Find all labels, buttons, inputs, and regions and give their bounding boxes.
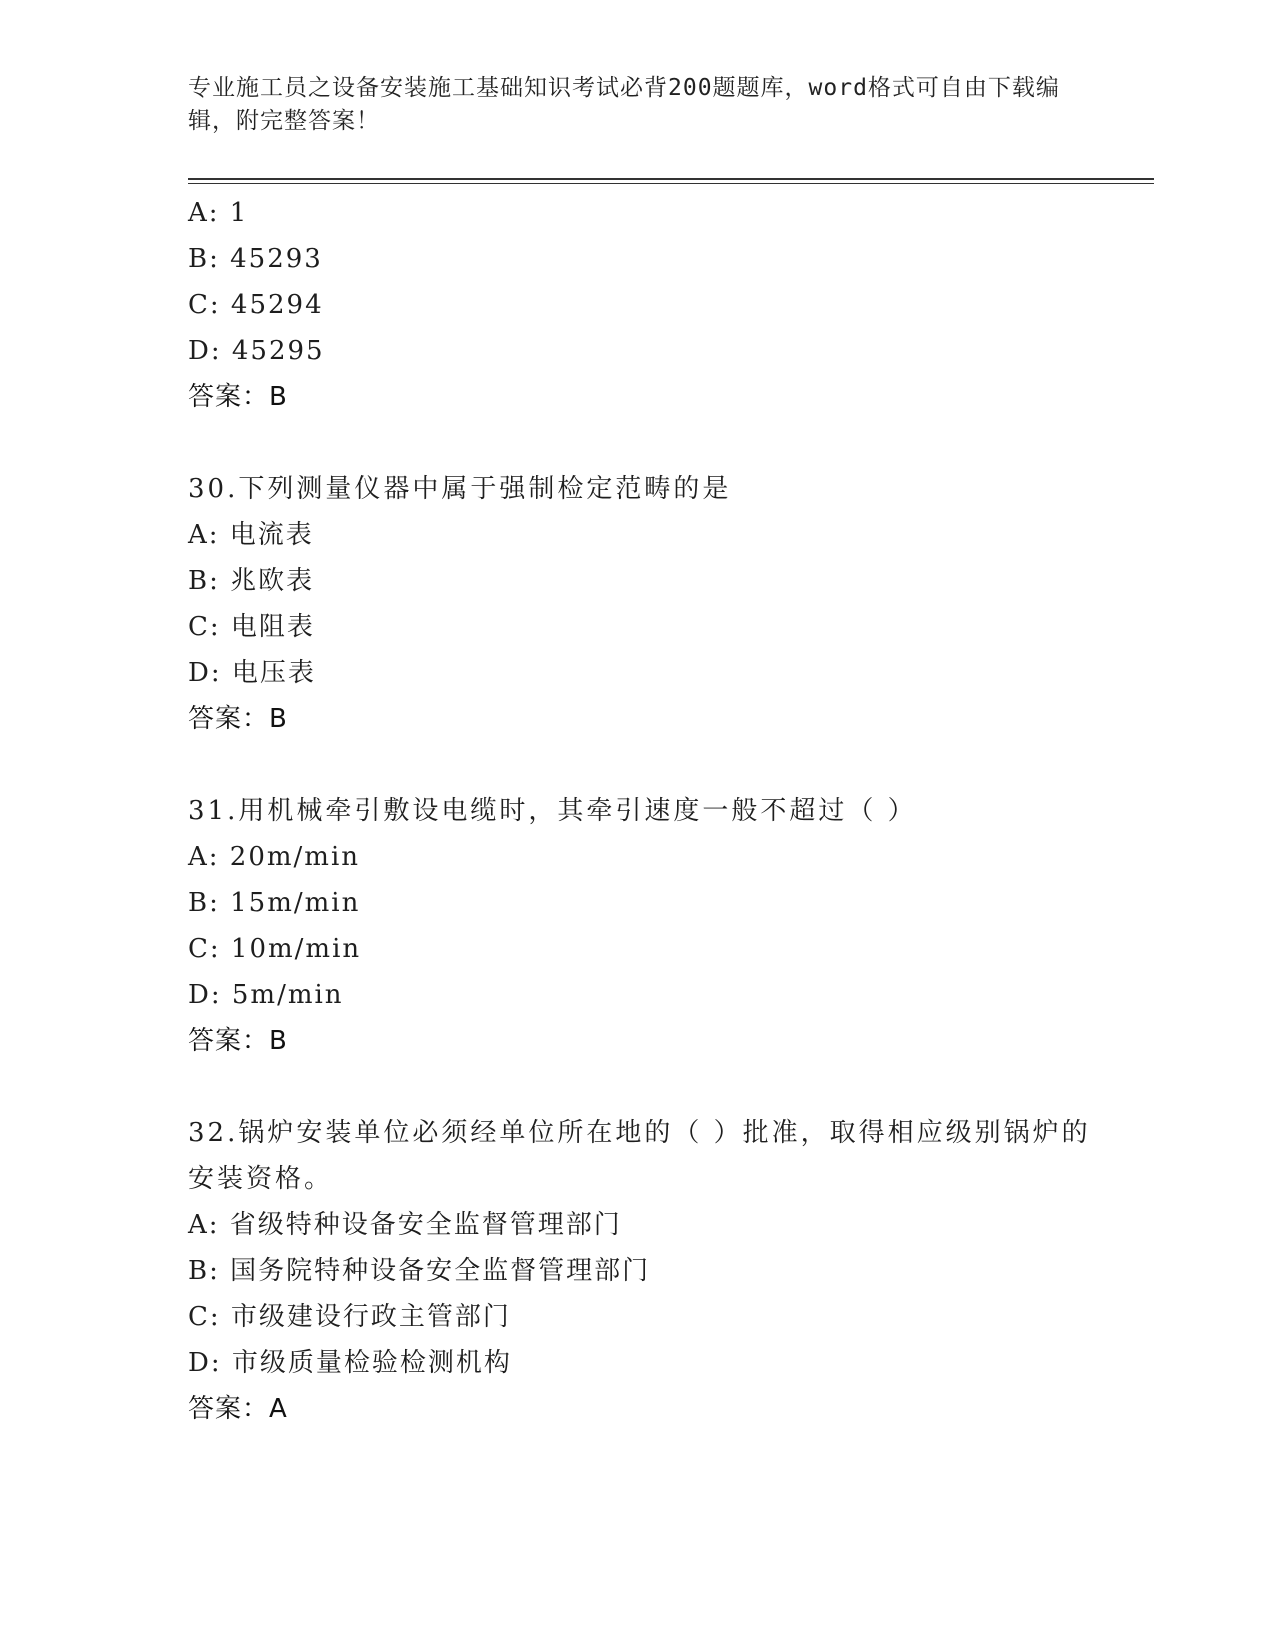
question-block <box>188 1110 1108 1432</box>
option-a: A: 20m/min <box>188 842 361 872</box>
option-a: A: 1 <box>188 198 249 228</box>
question-text: 32.锅炉安装单位必须经单位所在地的（ ）批准，取得相应级别锅炉的安装资格。 <box>188 1118 1091 1194</box>
question-block <box>188 190 1108 420</box>
option-b: B: 45293 <box>188 244 323 274</box>
spacer <box>188 1064 1108 1110</box>
option-d: D: 45295 <box>188 336 325 366</box>
option-c: C: 10m/min <box>188 934 362 964</box>
answer-line: 答案：A <box>188 1394 288 1424</box>
header-rule-thick <box>188 178 1154 180</box>
question-block <box>188 788 1108 1064</box>
spacer <box>188 420 1108 466</box>
option-b: B: 国务院特种设备安全监督管理部门 <box>188 1256 651 1286</box>
answer-line: 答案：B <box>188 1026 288 1056</box>
option-c: C: 市级建设行政主管部门 <box>188 1302 511 1332</box>
option-c: C: 电阻表 <box>188 612 315 642</box>
option-a: A: 电流表 <box>188 520 314 550</box>
document-header: 专业施工员之设备安装施工基础知识考试必背200题题库，word格式可自由下载编辑，附完整答案！ <box>188 75 1060 134</box>
answer-line: 答案：B <box>188 704 288 734</box>
option-b: B: 兆欧表 <box>188 566 315 596</box>
answer-line: 答案：B <box>188 382 288 412</box>
question-list <box>188 190 1108 1432</box>
option-d: D: 5m/min <box>188 980 344 1010</box>
spacer <box>188 742 1108 788</box>
option-b: B: 15m/min <box>188 888 361 918</box>
option-c: C: 45294 <box>188 290 324 320</box>
option-a: A: 省级特种设备安全监督管理部门 <box>188 1210 622 1240</box>
question-block <box>188 466 1108 742</box>
header-rule-thin <box>188 183 1154 184</box>
question-text: 31.用机械牵引敷设电缆时，其牵引速度一般不超过（ ） <box>188 796 917 826</box>
option-d: D: 市级质量检验检测机构 <box>188 1348 512 1378</box>
option-d: D: 电压表 <box>188 658 316 688</box>
question-text: 30.下列测量仪器中属于强制检定范畴的是 <box>188 474 732 504</box>
